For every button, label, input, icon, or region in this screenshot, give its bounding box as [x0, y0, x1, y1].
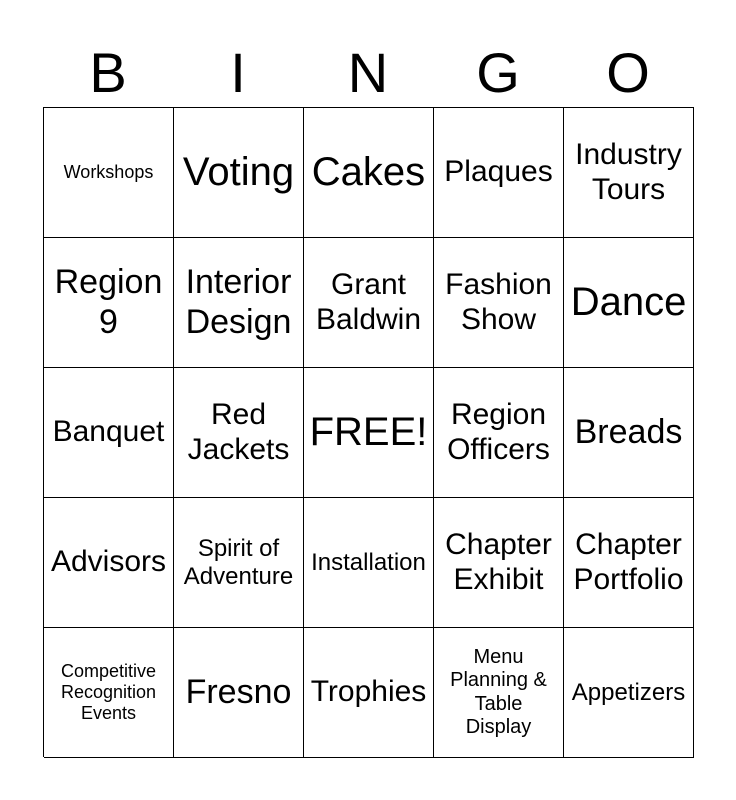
bingo-cell[interactable] — [304, 108, 434, 238]
cell-label: Workshops — [63, 162, 154, 183]
bingo-cell[interactable] — [174, 498, 304, 628]
bingo-cell[interactable] — [434, 498, 564, 628]
bingo-cell[interactable] — [44, 108, 174, 238]
header-letter-o: O — [606, 41, 650, 104]
bingo-card-grid — [43, 107, 694, 757]
cell-label: Red Jackets — [187, 397, 290, 466]
cell-label: Banquet — [52, 415, 165, 449]
cell-label: Cakes — [311, 150, 426, 195]
bingo-header — [43, 38, 693, 108]
cell-label: Fashion Show — [445, 267, 552, 336]
bingo-cell[interactable] — [564, 238, 694, 368]
cell-label: Dance — [570, 280, 687, 325]
bingo-cell[interactable] — [304, 628, 434, 758]
bingo-cell[interactable] — [564, 628, 694, 758]
bingo-cell[interactable] — [44, 628, 174, 758]
bingo-cell[interactable] — [44, 238, 174, 368]
bingo-cell[interactable] — [434, 108, 564, 238]
cell-label: Region Officers — [447, 397, 550, 466]
bingo-cell[interactable] — [434, 628, 564, 758]
cell-label: Voting — [182, 150, 295, 195]
bingo-cell[interactable] — [174, 368, 304, 498]
cell-label: Plaques — [444, 155, 553, 189]
header-letter-g: G — [476, 41, 520, 104]
cell-label: Competitive Recognition Events — [60, 661, 157, 723]
bingo-cell[interactable] — [564, 108, 694, 238]
cell-label: Chapter Exhibit — [445, 527, 552, 596]
bingo-cell[interactable] — [434, 238, 564, 368]
cell-label: FREE! — [309, 410, 428, 455]
bingo-cell[interactable] — [174, 108, 304, 238]
cell-label: Trophies — [310, 675, 427, 709]
bingo-cell[interactable] — [174, 628, 304, 758]
header-letter-i: I — [230, 41, 246, 104]
cell-label: Industry Tours — [575, 137, 682, 206]
cell-label: Chapter Portfolio — [573, 527, 684, 596]
free-space-cell[interactable] — [304, 368, 434, 498]
cell-label: Spirit of Adventure — [183, 534, 294, 590]
cell-label: Interior Design — [185, 263, 292, 341]
bingo-cell[interactable] — [564, 368, 694, 498]
cell-label: Region 9 — [54, 263, 163, 341]
bingo-cell[interactable] — [304, 238, 434, 368]
cell-label: Installation — [311, 548, 426, 576]
cell-label: Grant Baldwin — [315, 267, 422, 336]
header-letter-n: N — [347, 41, 389, 104]
cell-label: Advisors — [50, 545, 167, 579]
cell-label: Fresno — [185, 672, 292, 711]
bingo-cell[interactable] — [304, 498, 434, 628]
header-letter-b: B — [89, 41, 127, 104]
cell-label: Appetizers — [571, 678, 686, 706]
bingo-cell[interactable] — [564, 498, 694, 628]
bingo-cell[interactable] — [44, 368, 174, 498]
cell-label: Breads — [574, 412, 683, 451]
bingo-cell[interactable] — [174, 238, 304, 368]
bingo-cell[interactable] — [44, 498, 174, 628]
bingo-cell[interactable] — [434, 368, 564, 498]
cell-label: Menu Planning & Table Display — [450, 646, 547, 738]
